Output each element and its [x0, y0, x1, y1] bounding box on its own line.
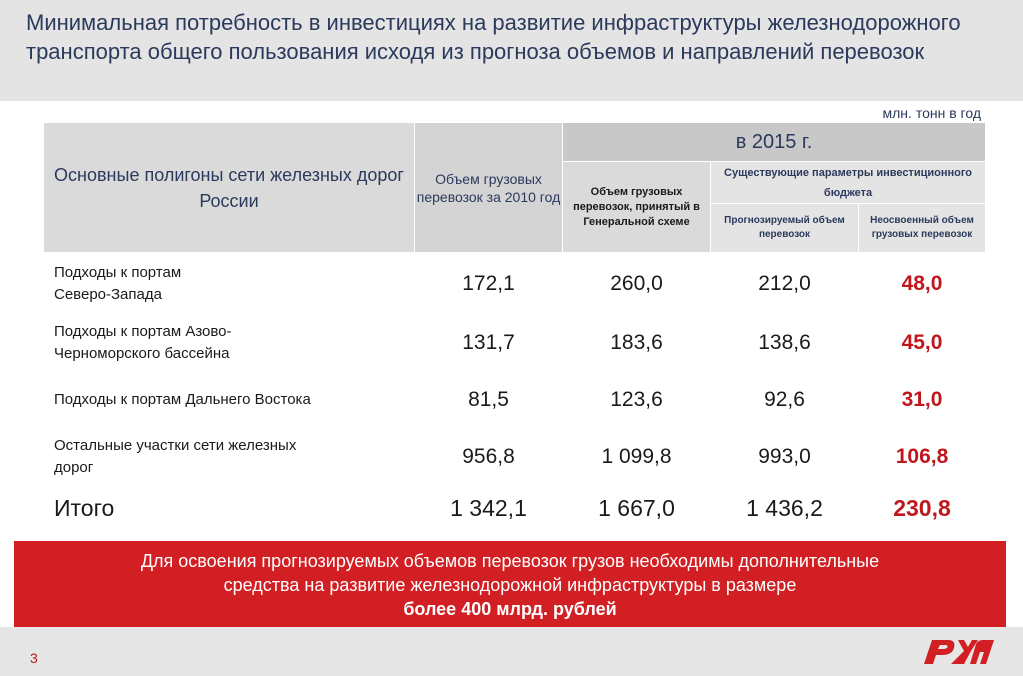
row-name-line2: дорог	[54, 459, 94, 476]
row-name-line1: Остальные участки сети железных	[54, 437, 297, 454]
investment-table	[43, 122, 986, 531]
cell-volume-2010: 956,8	[415, 429, 563, 486]
header-general-scheme: Объем грузовых перевозок, принятый в Генеральной схеме	[563, 162, 711, 253]
header-volume-2010: Объем грузовых перевозок за 2010 год	[415, 123, 563, 253]
header-unmastered: Неосвоенный объем грузовых перевозок	[859, 204, 986, 253]
table-row	[44, 315, 986, 372]
total-label: Итого	[44, 486, 415, 531]
cell-unmastered: 45,0	[859, 315, 986, 372]
footer-band	[0, 627, 1023, 676]
table-row	[44, 253, 986, 315]
cell-volume-2010: 81,5	[415, 372, 563, 429]
table-total-row	[44, 486, 986, 531]
cell-volume-2010: 172,1	[415, 253, 563, 315]
units-label: млн. тонн в год	[882, 105, 981, 121]
row-name	[44, 253, 415, 315]
row-name-line1: Подходы к портам Дальнего Востока	[54, 391, 311, 408]
table-row	[44, 429, 986, 486]
row-name	[44, 372, 415, 429]
row-name	[44, 429, 415, 486]
cell-forecast: 138,6	[711, 315, 859, 372]
cell-general-scheme: 183,6	[563, 315, 711, 372]
page-number: 3	[30, 650, 38, 666]
total-volume-2010: 1 342,1	[415, 486, 563, 531]
cell-unmastered: 106,8	[859, 429, 986, 486]
banner-line3: более 400 млрд. рублей	[403, 599, 617, 619]
row-name-line1: Подходы к портам Азово-	[54, 323, 232, 340]
total-general-scheme: 1 667,0	[563, 486, 711, 531]
cell-forecast: 993,0	[711, 429, 859, 486]
conclusion-banner	[14, 541, 1006, 627]
table-row	[44, 372, 986, 429]
banner-line2: средства на развитие железнодорожной инфраструктуры в размере	[223, 575, 797, 595]
header-region: Основные полигоны сети железных дорог России	[44, 123, 415, 253]
row-name	[44, 315, 415, 372]
page-title: Минимальная потребность в инвестициях на развитие инфраструктуры железнодорожного транспорта общего пользования исходя из прогноза объемов и направлений перевозок	[26, 10, 961, 64]
total-unmastered: 230,8	[859, 486, 986, 531]
header-existing-params: Существующие параметры инвестиционного бюджета	[711, 162, 986, 204]
cell-volume-2010: 131,7	[415, 315, 563, 372]
row-name-line1: Подходы к портам	[54, 263, 182, 281]
cell-unmastered: 48,0	[859, 253, 986, 315]
cell-forecast: 212,0	[711, 253, 859, 315]
cell-forecast: 92,6	[711, 372, 859, 429]
banner-line1: Для освоения прогнозируемых объемов перевозок грузов необходимы дополнительные	[140, 551, 880, 571]
header-year-2015: в 2015 г.	[563, 123, 986, 162]
row-name-line2: Черноморского бассейна	[54, 345, 230, 362]
rzd-logo-icon	[918, 630, 998, 670]
total-forecast: 1 436,2	[711, 486, 859, 531]
cell-unmastered: 31,0	[859, 372, 986, 429]
header-forecast: Прогнозируемый объем перевозок	[711, 204, 859, 253]
cell-general-scheme: 123,6	[563, 372, 711, 429]
cell-general-scheme: 260,0	[563, 253, 711, 315]
cell-general-scheme: 1 099,8	[563, 429, 711, 486]
row-name-line2: Северо-Запада	[54, 285, 162, 303]
